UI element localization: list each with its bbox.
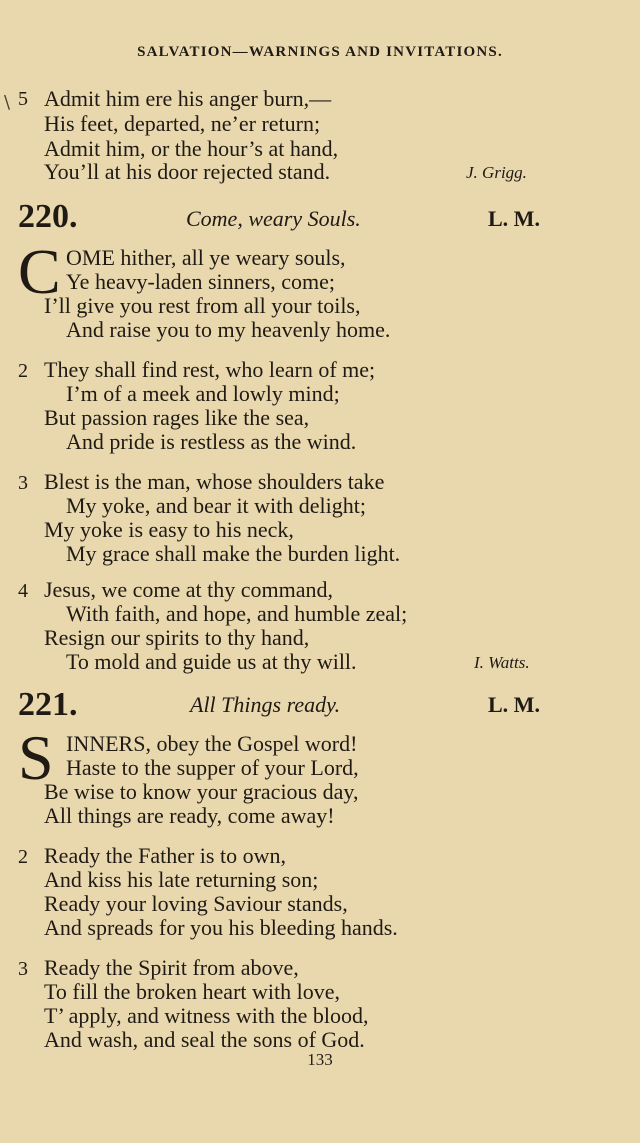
verse-line: Admit him ere his anger burn,— <box>44 86 332 111</box>
verse-number: 3 <box>18 958 28 980</box>
verse-number: 3 <box>18 472 28 494</box>
verse-line: OME hither, all ye weary souls, <box>66 245 346 270</box>
verse-line: Ready the Father is to own, <box>44 843 286 868</box>
verse-number: 2 <box>18 846 28 868</box>
verse-line: And kiss his late returning son; <box>44 867 319 892</box>
verse-line: His feet, departed, ne’er return; <box>44 111 321 136</box>
verse-line: Resign our spirits to thy hand, <box>44 625 310 650</box>
hymn-number: 220. <box>18 198 78 235</box>
verse-line: They shall find rest, who learn of me; <box>44 357 376 382</box>
verse-line: But passion rages like the sea, <box>44 405 310 430</box>
verse-line: With faith, and hope, and humble zeal; <box>66 601 408 626</box>
verse-line: You’ll at his door rejected stand. <box>44 159 331 184</box>
verse-line: My yoke, and bear it with delight; <box>66 493 366 518</box>
verse-line: All things are ready, come away! <box>44 803 335 828</box>
verse-line: Ready your loving Saviour stands, <box>44 891 348 916</box>
hymn-author: I. Watts. <box>474 653 530 672</box>
hymn-meter: L. M. <box>488 206 540 231</box>
hymn-meter: L. M. <box>488 692 540 717</box>
verse-line: Ready the Spirit from above, <box>44 955 299 980</box>
verse-number: 4 <box>18 580 28 602</box>
verse-line: Jesus, we come at thy command, <box>44 577 333 602</box>
verse-line: Haste to the supper of your Lord, <box>66 755 359 780</box>
verse-line: INNERS, obey the Gospel word! <box>66 731 358 756</box>
verse-line: Admit him, or the hour’s at hand, <box>44 136 339 161</box>
drop-cap: S <box>18 722 54 793</box>
verse-line: T’ apply, and witness with the blood, <box>44 1003 369 1028</box>
drop-cap: C <box>18 236 61 307</box>
verse-number: 5 <box>18 88 28 110</box>
verse-line: And raise you to my heavenly home. <box>66 317 391 342</box>
running-head: SALVATION—WARNINGS AND INVITATIONS. <box>137 44 503 60</box>
verse-line: Ye heavy-laden sinners, come; <box>66 269 336 294</box>
verse-number: 2 <box>18 360 28 382</box>
verse-line: And wash, and seal the sons of God. <box>44 1027 365 1052</box>
verse-line: And pride is restless as the wind. <box>66 429 357 454</box>
verse-line: Blest is the man, whose shoulders take <box>44 469 385 494</box>
hymn-number: 221. <box>18 686 78 723</box>
verse-line: My grace shall make the burden light. <box>66 541 401 566</box>
page-number: 133 <box>307 1050 333 1069</box>
margin-mark: \ <box>4 92 11 113</box>
verse-line: To fill the broken heart with love, <box>44 979 340 1004</box>
verse-line: I’ll give you rest from all your toils, <box>44 293 361 318</box>
verse-line: Be wise to know your gracious day, <box>44 779 359 804</box>
verse-line: I’m of a meek and lowly mind; <box>66 381 340 406</box>
verse-line: To mold and guide us at thy will. <box>66 649 357 674</box>
verse-line: My yoke is easy to his neck, <box>44 517 294 542</box>
hymn-title: Come, weary Souls. <box>186 206 361 231</box>
hymn-title: All Things ready. <box>190 692 341 717</box>
hymn-author: J. Grigg. <box>466 163 527 182</box>
verse-line: And spreads for you his bleeding hands. <box>44 915 398 940</box>
